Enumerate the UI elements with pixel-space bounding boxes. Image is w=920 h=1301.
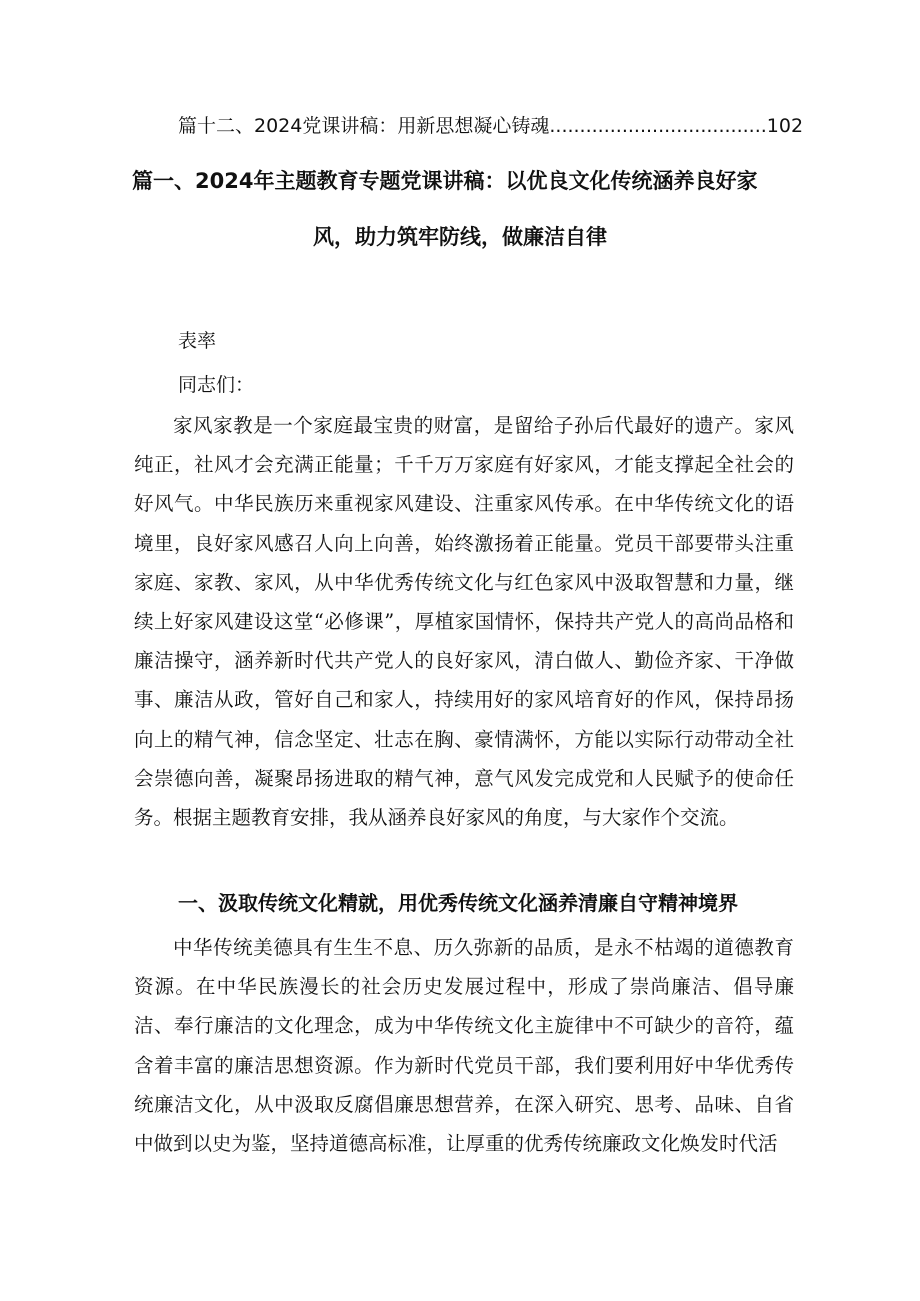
paragraph-intro xyxy=(134,406,794,837)
toc-entry[interactable] xyxy=(178,112,804,140)
toc-entry-label: 篇十二、2024党课讲稿：用新思想凝心铸魂 xyxy=(178,115,550,137)
author-name: 表率 xyxy=(178,330,217,352)
article-title-line-1: 篇一、2024年主题教育专题党课讲稿：以优良文化传统涵养良好家 xyxy=(132,169,758,193)
toc-leader-dots: .................................... xyxy=(549,115,767,137)
greeting: 同志们： xyxy=(178,374,255,396)
paragraph-text: 中华传统美德具有生生不息、历久弥新的品质，是永不枯竭的道德教育资源。在中华民族漫长的社会历史发展过程中，形成了崇尚廉洁、倡导廉洁、奉行廉洁的文化理念，成为中华传统文化主旋律中不可缺少的音符，蕴含着丰富的廉洁思想资源。作为新时代党员干部，我们要利用好中华优秀传统廉洁文化，从中汲取反腐倡廉思想营养，在深入研究、思考、品味、自省中做到以史为鉴，坚持道德高标准，让厚重的优秀传统廉政文化焕发时代活 xyxy=(134,936,794,1156)
toc-page-number: 102 xyxy=(766,115,804,137)
paragraph-section1 xyxy=(134,928,794,1163)
paragraph-text: 家风家教是一个家庭最宝贵的财富，是留给子孙后代最好的遗产。家风纯正，社风才会充满正能量；千千万万家庭有好家风，才能支撑起全社会的好风气。中华民族历来重视家风建设、注重家风传承。在中华传统文化的语境里，良好家风感召人向上向善，始终激扬着正能量。党员干部要带头注重家庭、家教、家风，从中华优秀传统文化与红色家风中汲取智慧和力量，继续上好家风建设这堂“必修课”，厚植家国情怀，保持共产党人的高尚品格和廉洁操守，涵养新时代共产党人的良好家风，清白做人、勤俭齐家、干净做事、廉洁从政，管好自己和家人，持续用好的家风培育好的作风，保持昂扬向上的精气神，信念坚定、壮志在胸、豪情满怀，方能以实际行动带动全社会崇德向善，凝聚昂扬进取的精气神，意气风发完成党和人民赋予的使命任务。根据主题教育安排，我从涵养良好家风的角度，与大家作个交流。 xyxy=(134,414,794,830)
article-title-line-2: 风，助力筑牢防线，做廉洁自律 xyxy=(313,225,607,249)
section-heading-1: 一、汲取传统文化精就，用优秀传统文化涵养清廉自守精神境界 xyxy=(178,891,738,915)
